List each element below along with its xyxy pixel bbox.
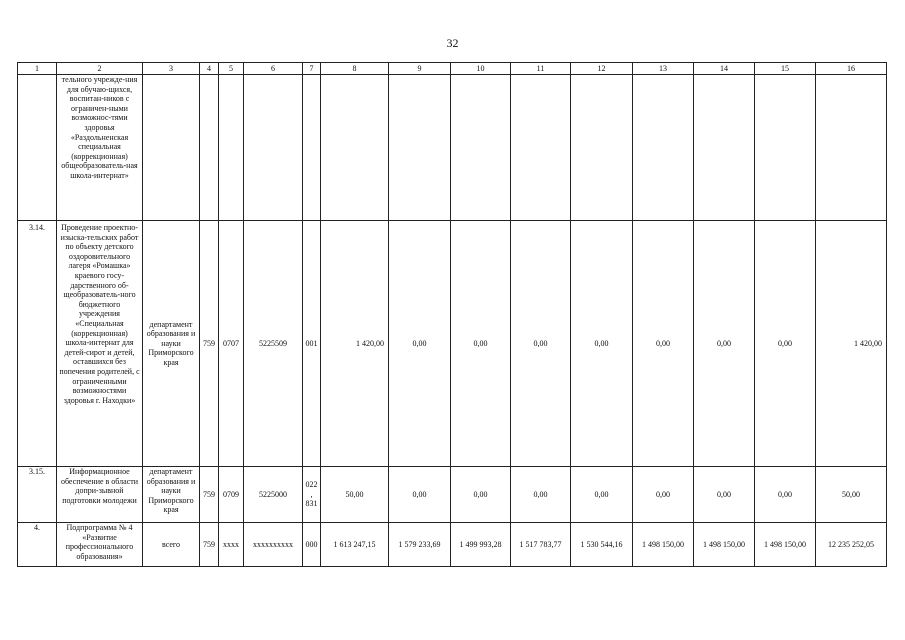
- table-row: [18, 221, 887, 467]
- row-value: [451, 75, 511, 221]
- row-value: 0,00: [451, 221, 511, 467]
- row-value: 0,00: [755, 467, 816, 523]
- column-header: 10: [451, 63, 511, 75]
- row-code-type: 000: [303, 523, 321, 567]
- row-code-ministry: [200, 75, 219, 221]
- row-value: [511, 75, 571, 221]
- column-header: 12: [571, 63, 633, 75]
- row-value: 1 499 993,28: [451, 523, 511, 567]
- row-value: 12 235 252,05: [816, 523, 887, 567]
- row-name: Подпрограмма № 4 «Развитие профессионального образования»: [57, 523, 143, 567]
- row-value: 1 498 150,00: [755, 523, 816, 567]
- row-code-target: 5225509: [244, 221, 303, 467]
- row-code-target: [244, 75, 303, 221]
- column-header: 3: [143, 63, 200, 75]
- row-code-ministry: 759: [200, 467, 219, 523]
- header-row: [18, 63, 887, 75]
- row-code-section: [219, 75, 244, 221]
- row-value: 0,00: [389, 221, 451, 467]
- column-header: 13: [633, 63, 694, 75]
- row-name: Проведение проектно-изыска-тельских работ по объекту детского оздоровительного лагеря «Ромашка» краевого госу-дарственного об-щеобразователь-ного бюджетного учреждения «Специальная (коррекционная) школа-интернат для детей-сирот и детей, оставшихся без попечения родителей, с ограниченными возможностями здоровья г. Находки»: [57, 221, 143, 467]
- row-value: 1 579 233,69: [389, 523, 451, 567]
- column-header: 11: [511, 63, 571, 75]
- column-header: 7: [303, 63, 321, 75]
- row-value: [755, 75, 816, 221]
- table-row: [18, 523, 887, 567]
- column-header: 4: [200, 63, 219, 75]
- row-value: 0,00: [571, 221, 633, 467]
- row-value: 50,00: [321, 467, 389, 523]
- row-number: 3.15.: [18, 467, 57, 523]
- row-code-type: [303, 75, 321, 221]
- column-header: 15: [755, 63, 816, 75]
- column-header: 9: [389, 63, 451, 75]
- row-value: 0,00: [511, 467, 571, 523]
- row-value: 1 498 150,00: [694, 523, 755, 567]
- row-number: 4.: [18, 523, 57, 567]
- row-code-section: xxxx: [219, 523, 244, 567]
- budget-table: [17, 62, 887, 567]
- row-value: 0,00: [755, 221, 816, 467]
- row-value: 0,00: [633, 467, 694, 523]
- row-value: 1 420,00: [321, 221, 389, 467]
- column-header: 5: [219, 63, 244, 75]
- page-number: 32: [446, 36, 459, 50]
- row-value: 1 530 544,16: [571, 523, 633, 567]
- row-code-ministry: 759: [200, 523, 219, 567]
- row-code-section: 0707: [219, 221, 244, 467]
- row-value: 1 420,00: [816, 221, 887, 467]
- row-agency: всего: [143, 523, 200, 567]
- row-value: 1 498 150,00: [633, 523, 694, 567]
- column-header: 14: [694, 63, 755, 75]
- row-code-ministry: 759: [200, 221, 219, 467]
- row-code-target: xxxxxxxxxx: [244, 523, 303, 567]
- column-header: 8: [321, 63, 389, 75]
- table-row: [18, 467, 887, 523]
- row-number: [18, 75, 57, 221]
- row-value: [816, 75, 887, 221]
- row-value: 0,00: [511, 221, 571, 467]
- row-agency: департамент образования и науки Приморского края: [143, 467, 200, 523]
- row-value: 0,00: [694, 467, 755, 523]
- row-agency: [143, 75, 200, 221]
- row-name: Информационное обеспечение в области допри-зывной подготовки молодежи: [57, 467, 143, 523]
- row-value: [321, 75, 389, 221]
- row-value: [389, 75, 451, 221]
- row-value: 0,00: [633, 221, 694, 467]
- row-value: 0,00: [571, 467, 633, 523]
- row-code-type: 022, 831: [303, 467, 321, 523]
- row-code-type: 001: [303, 221, 321, 467]
- row-value: [633, 75, 694, 221]
- column-header: 16: [816, 63, 887, 75]
- row-value: 1 613 247,15: [321, 523, 389, 567]
- row-value: 1 517 783,77: [511, 523, 571, 567]
- row-number: 3.14.: [18, 221, 57, 467]
- column-header: 2: [57, 63, 143, 75]
- row-agency: департамент образования и науки Приморского края: [143, 221, 200, 467]
- row-code-section: 0709: [219, 467, 244, 523]
- row-value: 0,00: [389, 467, 451, 523]
- row-name: тельного учрежде-ния для обучаю-щихся, воспитан-ников с ограничен-ными возможнос-тями здоровья «Раздольненская специальная (коррекционная) общеобразователь-ная школа-интернат»: [57, 75, 143, 221]
- row-value: 50,00: [816, 467, 887, 523]
- row-value: 0,00: [694, 221, 755, 467]
- row-value: 0,00: [451, 467, 511, 523]
- row-code-target: 5225000: [244, 467, 303, 523]
- row-value: [571, 75, 633, 221]
- table-row: [18, 75, 887, 221]
- column-header: 1: [18, 63, 57, 75]
- column-header: 6: [244, 63, 303, 75]
- row-value: [694, 75, 755, 221]
